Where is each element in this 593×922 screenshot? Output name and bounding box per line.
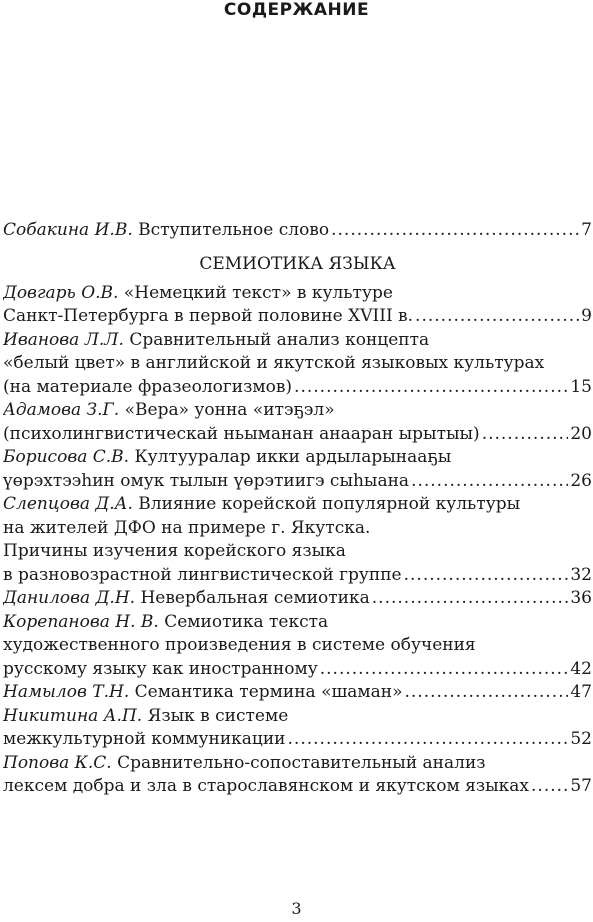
toc-entry-namylov[interactable] (3, 681, 592, 705)
entry-page-number: 7 (581, 220, 592, 240)
entry-page-number: 47 (570, 682, 592, 702)
entry-title: Сравнительный анализ концепта (129, 329, 430, 350)
entry-title: Влияние корейской популярной культуры (138, 494, 521, 514)
dot-leader (411, 470, 568, 494)
entry-title: Сравнительно-сопоставительный анализ (117, 752, 486, 773)
section-heading: СЕМИОТИКА ЯЗЫКА (199, 253, 396, 274)
entry-page-number: 9 (581, 306, 592, 326)
toc-entry-sobakina[interactable] (3, 219, 592, 243)
toc-entry-sleptsova[interactable] (3, 493, 592, 587)
toc-entry-popova[interactable] (3, 752, 592, 799)
entry-title: Вступительное слово (138, 220, 330, 240)
toc-entry-ivanova[interactable] (3, 329, 592, 400)
toc-entry-dovgar[interactable] (3, 282, 592, 329)
entry-title: Семиотика текста (164, 611, 329, 632)
entry-author: Иванова Л.Л. (3, 329, 124, 350)
entry-title: «белый цвет» в английской и якутской языковых культурах (3, 353, 545, 373)
toc-entry-adamova[interactable] (3, 399, 592, 446)
dot-leader (331, 219, 579, 243)
entry-title: художественного произведения в системе обучения (3, 635, 476, 655)
page-heading: СОДЕРЖАНИЕ (223, 0, 370, 20)
entry-title: (психолингвистическай ньыманан анааран ырытыы) (3, 423, 480, 444)
table-of-contents (3, 219, 592, 799)
entry-page-number: 26 (570, 470, 592, 491)
entry-title: Невербальная семиотика (140, 588, 370, 608)
entry-page-number: 32 (570, 564, 592, 585)
entry-title: Язык в системе (147, 705, 289, 726)
dot-leader (320, 658, 569, 682)
dot-leader (482, 423, 569, 447)
dot-leader (531, 775, 568, 799)
dot-leader (415, 305, 579, 329)
entry-title: Семантика термина «шаман» (134, 682, 403, 702)
toc-entry-borisova[interactable] (3, 446, 592, 493)
entry-page-number: 57 (570, 776, 592, 796)
toc-entry-danilova[interactable] (3, 587, 592, 611)
entry-author: Попова К.С. (3, 752, 112, 773)
page-number: 3 (291, 899, 302, 918)
entry-title: межкультурной коммуникации (3, 729, 286, 749)
entry-title: «Вера» уонна «итэҕэл» (124, 400, 335, 420)
entry-title: в разновозрастной лингвистической группе (3, 564, 402, 585)
entry-author: Адамова З.Г. (3, 400, 120, 420)
entry-author: Слепцова Д.А. (3, 494, 133, 514)
entry-page-number: 42 (570, 658, 592, 679)
entry-author: Корепанова Н. В. (3, 611, 159, 632)
entry-title: Санкт-Петербурга в первой половине XVIII в. (3, 306, 414, 326)
entry-author: Намылов Т.Н. (3, 682, 130, 702)
entry-author: Данилова Д.Н. (3, 588, 136, 608)
entry-title: (на материале фразеологизмов) (3, 376, 293, 397)
entry-author: Довгарь О.В. (3, 282, 119, 303)
entry-title: на жителей ДФО на примере г. Якутска. (3, 517, 371, 538)
entry-page-number: 15 (570, 376, 592, 397)
entry-page-number: 52 (570, 729, 592, 749)
dot-leader (372, 587, 569, 611)
entry-author: Собакина И.В. (3, 220, 133, 240)
toc-entry-korepanova[interactable] (3, 611, 592, 682)
entry-title: русскому языку как иностранному (3, 658, 318, 679)
entry-author: Борисова С.В. (3, 447, 130, 467)
entry-title: үөрэхтээһин омук тылын үөрэтиигэ сыһыана (3, 470, 410, 491)
entry-author: Никитина А.П. (3, 705, 143, 726)
toc-entry-nikitina[interactable] (3, 705, 592, 752)
entry-page-number: 36 (570, 588, 592, 608)
dot-leader (288, 728, 569, 752)
entry-title: Причины изучения корейского языка (3, 541, 346, 561)
entry-title: лексем добра и зла в старославянском и якутском языках (3, 776, 530, 796)
dot-leader (294, 376, 568, 400)
dot-leader (405, 681, 569, 705)
entry-title: «Немецкий текст» в культуре (123, 282, 393, 303)
entry-page-number: 20 (570, 423, 592, 444)
entry-title: Култууралар икки ардыларынааҕы (134, 447, 452, 467)
dot-leader (404, 564, 569, 588)
